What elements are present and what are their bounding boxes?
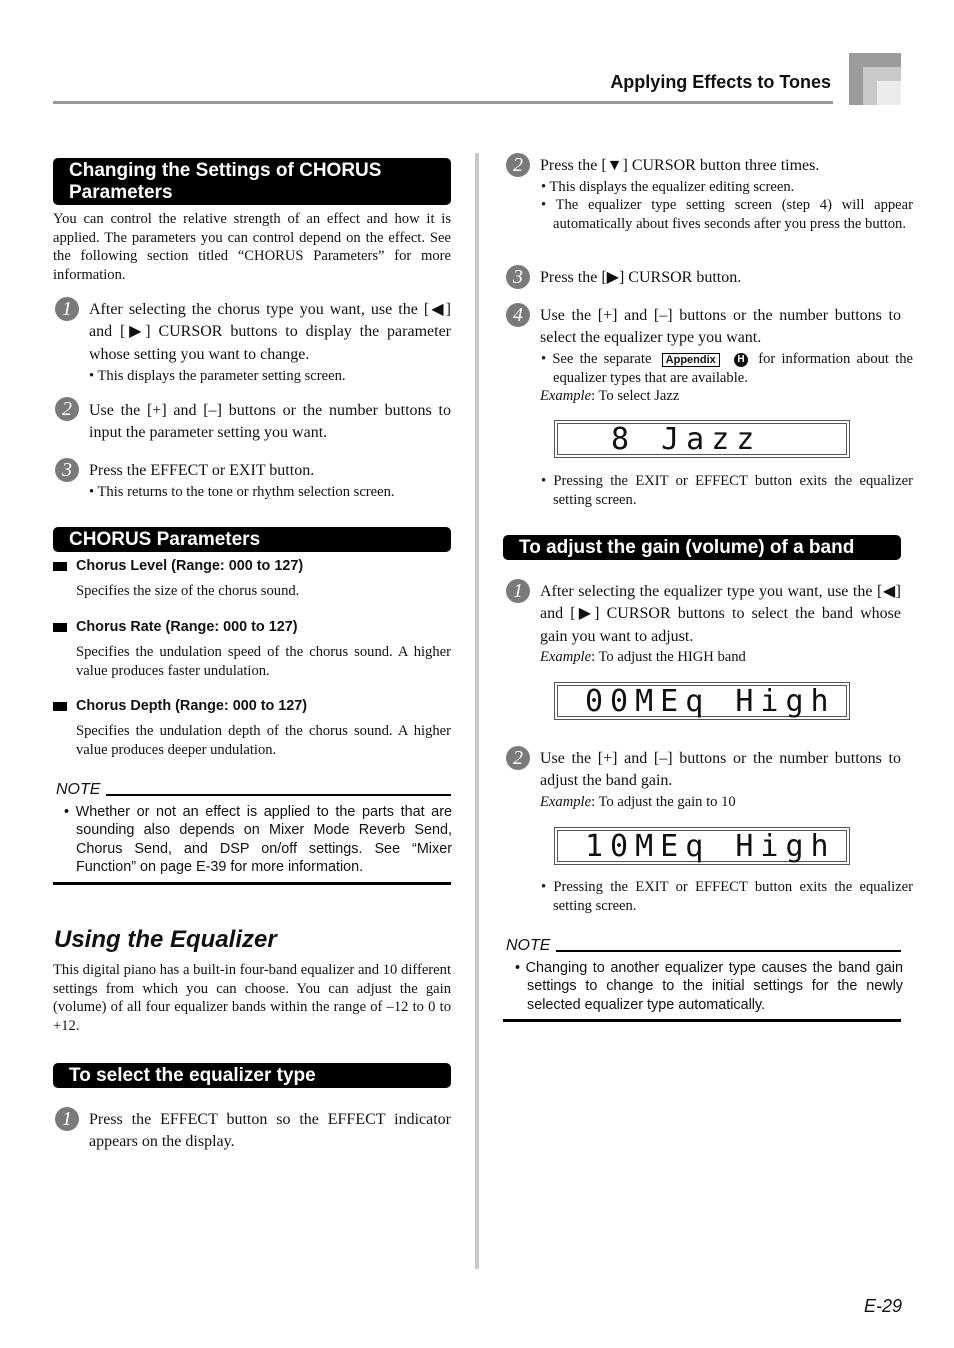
exit-bullet: • Pressing the EXIT or EFFECT button exits the equalizer setting screen. — [541, 473, 913, 508]
note-top-line — [106, 794, 451, 796]
step-text: Press the EFFECT or EXIT button. — [89, 462, 315, 479]
param-heading: Chorus Level (Range: 000 to 127) — [76, 558, 304, 574]
appendix-h-icon: H — [734, 353, 748, 367]
lcd-text: 00MEq High — [585, 684, 836, 719]
example-label: Example — [540, 649, 592, 665]
step-number: 2 — [55, 397, 79, 421]
note-top-line — [556, 950, 901, 952]
adjust-gain-banner — [503, 535, 901, 560]
param-desc: Specifies the undulation depth of the chorus sound. A higher value produces deeper undulation. — [76, 723, 451, 758]
param-marker — [53, 623, 67, 632]
chorus-settings-title-1: Changing the Settings of CHORUS — [69, 160, 382, 181]
chorus-settings-banner — [53, 158, 451, 205]
note-label: NOTE — [506, 937, 551, 954]
example-line — [540, 387, 679, 406]
select-eq-banner — [53, 1063, 451, 1088]
step-number: 1 — [55, 297, 79, 321]
step-number: 4 — [506, 303, 530, 327]
appendix-ref-post: for information about the equalizer types that are available. — [553, 351, 914, 386]
param-marker — [53, 562, 67, 571]
step-number: 2 — [506, 746, 530, 770]
example-line — [540, 648, 746, 667]
chorus-params-banner — [53, 527, 451, 552]
param-desc: Specifies the undulation speed of the chorus sound. A higher value produces faster undulation. — [76, 644, 451, 679]
header-title: Applying Effects to Tones — [610, 72, 831, 92]
select-eq-title: To select the equalizer type — [69, 1065, 316, 1086]
step-text: Use the [+] and [–] buttons or the number buttons to adjust the band gain. — [540, 750, 901, 790]
chorus-params-title: CHORUS Parameters — [69, 529, 261, 550]
lcd-text: 8 Jazz — [611, 422, 762, 457]
lcd-display-high-00 — [554, 682, 850, 720]
note-text: • Whether or not an effect is applied to the parts that are sounding also depends on Mixer Mode Reverb Send, Chorus Send, and DSP on/off settings. See “Mixer Function” on page E-39 for more information. — [64, 804, 452, 876]
equalizer-intro: This digital piano has a built-in four-band equalizer and 10 different settings from which you can choose. You can adjust the gain (volume) of all four equalizer bands within the range of –12 to 0 to +12. — [53, 962, 451, 1034]
step-bullet: • This displays the equalizer editing screen. — [541, 179, 795, 195]
corner-tab-core — [877, 81, 901, 105]
param-heading: Chorus Depth (Range: 000 to 127) — [76, 698, 308, 714]
step-number: 3 — [55, 458, 79, 482]
header-rule — [53, 101, 833, 104]
exit-bullet: • Pressing the EXIT or EFFECT button exits the equalizer setting screen. — [541, 879, 913, 914]
appendix-ref-pre: • See the separate — [541, 351, 652, 367]
equalizer-section-title: Using the Equalizer — [54, 926, 277, 953]
step-number: 1 — [506, 579, 530, 603]
lcd-display-high-10 — [554, 827, 850, 865]
step-bullet: • This returns to the tone or rhythm selection screen. — [89, 484, 395, 500]
lcd-text: 10MEq High — [585, 829, 836, 864]
step-number: 1 — [55, 1107, 79, 1131]
step-text: After selecting the equalizer type you want, use the [◀] and [▶] CURSOR buttons to select the band whose gain you want to adjust. — [540, 583, 901, 645]
example-label: Example — [540, 388, 592, 404]
step-text: Use the [+] and [–] buttons or the number buttons to input the parameter setting you want. — [89, 402, 451, 442]
appendix-label: Appendix — [662, 353, 720, 367]
step-text: Press the [▼] CURSOR button three times. — [540, 157, 820, 174]
example-label: Example — [540, 794, 592, 810]
column-divider — [475, 153, 479, 1269]
step-text: After selecting the chorus type you want, use the [◀] and [▶] CURSOR buttons to display the parameter whose setting you want to change. — [89, 301, 451, 363]
step-bullet: • The equalizer type setting screen (step 4) will appear automatically about fives seconds after you press the button. — [541, 197, 913, 232]
step-text: Press the [▶] CURSOR button. — [540, 269, 742, 286]
note-bottom-rule — [53, 882, 451, 885]
note-bottom-rule — [503, 1019, 901, 1022]
example-text: : To select Jazz — [591, 388, 680, 404]
lcd-display-jazz — [554, 420, 850, 458]
step-text: Use the [+] and [–] buttons or the number buttons to select the equalizer type you want. — [540, 307, 901, 347]
note-text: • Changing to another equalizer type causes the band gain settings to change to the initial settings for the newly selected equalizer type automatically. — [515, 960, 903, 1013]
param-marker — [53, 702, 67, 711]
adjust-gain-title: To adjust the gain (volume) of a band — [519, 537, 855, 558]
chorus-settings-title-2: Parameters — [69, 182, 173, 203]
example-line — [540, 793, 736, 812]
param-heading: Chorus Rate (Range: 000 to 127) — [76, 619, 298, 635]
example-text: : To adjust the HIGH band — [591, 649, 746, 665]
step-text: Press the EFFECT button so the EFFECT indicator appears on the display. — [89, 1111, 451, 1151]
step-number: 3 — [506, 265, 530, 289]
chorus-settings-intro: You can control the relative strength of an effect and how it is applied. The parameters you can control depend on the effect. See the following section titled “CHORUS Parameters” for more information. — [53, 211, 451, 283]
param-desc: Specifies the size of the chorus sound. — [76, 583, 300, 599]
step-number: 2 — [506, 153, 530, 177]
page-number: E-29 — [863, 1296, 902, 1316]
example-text: : To adjust the gain to 10 — [591, 794, 736, 810]
note-label: NOTE — [56, 781, 101, 798]
step-bullet — [541, 350, 913, 387]
step-bullet: • This displays the parameter setting screen. — [89, 368, 346, 384]
